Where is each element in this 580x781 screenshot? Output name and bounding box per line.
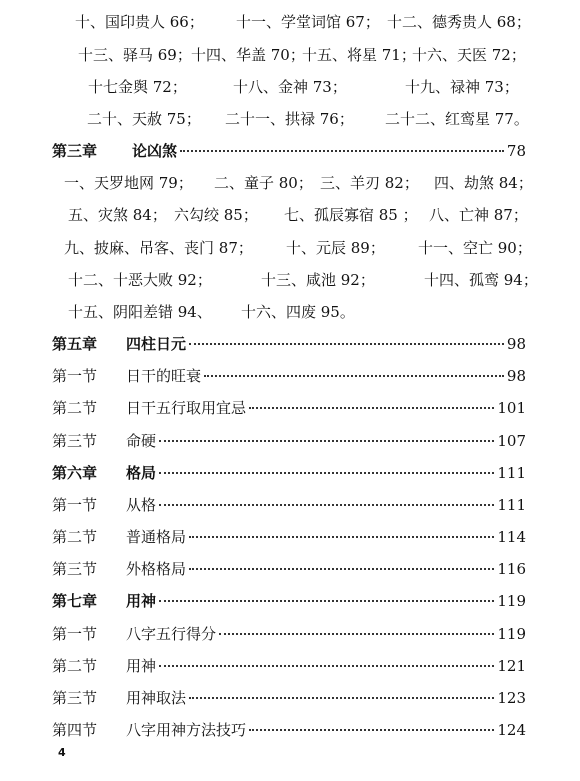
shensha-line-4 <box>0 107 580 131</box>
toc-section-5-3[interactable] <box>52 429 526 453</box>
toc-leader-dots <box>204 375 504 377</box>
toc-title: 日干的旺衰 <box>126 367 202 385</box>
xiongsha-entry: 十五、阴阳差错 94、 <box>68 303 212 321</box>
xiongsha-entry: 十一、空亡 90； <box>418 239 532 257</box>
toc-section-5-1[interactable] <box>52 364 526 388</box>
toc-title: 八字五行得分 <box>126 625 217 643</box>
toc-title: 论凶煞 <box>132 142 178 160</box>
shensha-entry: 十四、华盖 70； <box>191 46 305 64</box>
xiongsha-entry: 九、披麻、吊客、丧门 87； <box>64 239 253 257</box>
xiongsha-entry: 四、劫煞 84； <box>434 174 533 192</box>
xiongsha-line-1 <box>0 171 580 195</box>
toc-section-6-3[interactable] <box>52 557 526 581</box>
toc-chapter-6[interactable] <box>52 461 526 485</box>
shensha-line-2 <box>0 43 580 67</box>
xiongsha-entry: 二、童子 80； <box>214 174 313 192</box>
xiongsha-entry: 五、灾煞 84； <box>68 206 167 224</box>
toc-leader-dots <box>159 665 494 667</box>
toc-page-number: 111 <box>497 464 526 482</box>
toc-page-number: 114 <box>497 528 526 546</box>
toc-leader-dots <box>159 472 494 474</box>
shensha-entry: 二十、天赦 75； <box>87 110 201 128</box>
xiongsha-entry: 十三、咸池 92； <box>261 271 375 289</box>
xiongsha-line-3 <box>0 236 580 260</box>
toc-label: 第一节 <box>52 496 98 514</box>
xiongsha-entry: 七、孤辰寡宿 85 ； <box>284 206 418 224</box>
xiongsha-entry: 十二、十恶大败 92； <box>68 271 212 289</box>
shensha-entry: 十、国印贵人 66； <box>75 13 204 31</box>
toc-label: 第三节 <box>52 560 98 578</box>
shensha-entry: 十三、驿马 69； <box>78 46 192 64</box>
xiongsha-entry: 六勾绞 85； <box>174 206 258 224</box>
toc-page-number: 78 <box>506 142 526 160</box>
toc-section-7-2[interactable] <box>52 654 526 678</box>
shensha-entry: 十七金舆 72； <box>88 78 187 96</box>
shensha-entry: 二十二、红鸾星 77。 <box>385 110 529 128</box>
toc-page-number: 121 <box>497 657 526 675</box>
toc-label: 第六章 <box>52 464 98 482</box>
toc-title: 从格 <box>126 496 157 514</box>
toc-chapter-3[interactable] <box>52 139 526 163</box>
toc-title: 格局 <box>126 464 157 482</box>
xiongsha-entry: 八、亡神 87； <box>429 206 528 224</box>
xiongsha-entry: 十六、四废 95。 <box>241 303 355 321</box>
toc-page-number: 116 <box>497 560 526 578</box>
toc-leader-dots <box>180 150 504 152</box>
toc-page-number: 98 <box>506 335 526 353</box>
toc-leader-dots <box>159 600 494 602</box>
toc-leader-dots <box>159 504 494 506</box>
shensha-entry: 十八、金神 73； <box>233 78 347 96</box>
toc-page-number: 119 <box>497 592 526 610</box>
shensha-line-3 <box>0 75 580 99</box>
toc-label: 第一节 <box>52 625 98 643</box>
shensha-entry: 十六、天医 72； <box>412 46 526 64</box>
toc-section-6-2[interactable] <box>52 525 526 549</box>
shensha-entry: 十一、学堂词馆 67； <box>236 13 380 31</box>
toc-leader-dots <box>189 568 494 570</box>
toc-label: 第三章 <box>52 142 98 160</box>
toc-section-7-4[interactable] <box>52 718 526 742</box>
toc-label: 第三节 <box>52 432 98 450</box>
page-number: 4 <box>58 746 66 759</box>
toc-label: 第五章 <box>52 335 98 353</box>
shensha-entry: 十五、将星 71； <box>302 46 416 64</box>
xiongsha-entry: 三、羊刃 82； <box>320 174 419 192</box>
toc-title: 命硬 <box>126 432 157 450</box>
toc-title: 普通格局 <box>126 528 187 546</box>
shensha-entry: 十九、禄神 73； <box>405 78 519 96</box>
toc-page-number: 107 <box>497 432 526 450</box>
xiongsha-line-5 <box>0 300 580 324</box>
toc-leader-dots <box>159 440 494 442</box>
toc-leader-dots <box>249 407 494 409</box>
toc-section-7-1[interactable] <box>52 622 526 646</box>
xiongsha-line-2 <box>0 203 580 227</box>
xiongsha-entry: 十四、孤鸾 94； <box>424 271 538 289</box>
toc-section-7-3[interactable] <box>52 686 526 710</box>
toc-page-number: 124 <box>497 721 526 739</box>
shensha-entry: 二十一、拱禄 76； <box>225 110 354 128</box>
toc-leader-dots <box>219 633 494 635</box>
toc-chapter-5[interactable] <box>52 332 526 356</box>
toc-page-number: 101 <box>497 399 526 417</box>
toc-title: 四柱日元 <box>126 335 187 353</box>
toc-label: 第二节 <box>52 657 98 675</box>
toc-page-number: 111 <box>497 496 526 514</box>
toc-chapter-7[interactable] <box>52 589 526 613</box>
toc-title: 用神 <box>126 592 157 610</box>
toc-page-number: 123 <box>497 689 526 707</box>
toc-page-number: 119 <box>497 625 526 643</box>
toc-label: 第七章 <box>52 592 98 610</box>
xiongsha-entry: 一、天罗地网 79； <box>64 174 193 192</box>
toc-leader-dots <box>189 536 494 538</box>
toc-title: 日干五行取用宜忌 <box>126 399 247 417</box>
toc-title: 用神取法 <box>126 689 187 707</box>
toc-label: 第四节 <box>52 721 98 739</box>
toc-label: 第一节 <box>52 367 98 385</box>
toc-title: 用神 <box>126 657 157 675</box>
toc-leader-dots <box>189 697 494 699</box>
toc-leader-dots <box>249 729 494 731</box>
toc-title: 外格格局 <box>126 560 187 578</box>
toc-leader-dots <box>189 343 504 345</box>
toc-title: 八字用神方法技巧 <box>126 721 247 739</box>
toc-label: 第三节 <box>52 689 98 707</box>
toc-page-number: 98 <box>506 367 526 385</box>
shensha-entry: 十二、德秀贵人 68； <box>387 13 531 31</box>
shensha-line-1 <box>0 10 580 34</box>
xiongsha-entry: 十、元辰 89； <box>286 239 385 257</box>
toc-label: 第二节 <box>52 399 98 417</box>
toc-section-6-1[interactable] <box>52 493 526 517</box>
xiongsha-line-4 <box>0 268 580 292</box>
toc-section-5-2[interactable] <box>52 396 526 420</box>
toc-label: 第二节 <box>52 528 98 546</box>
